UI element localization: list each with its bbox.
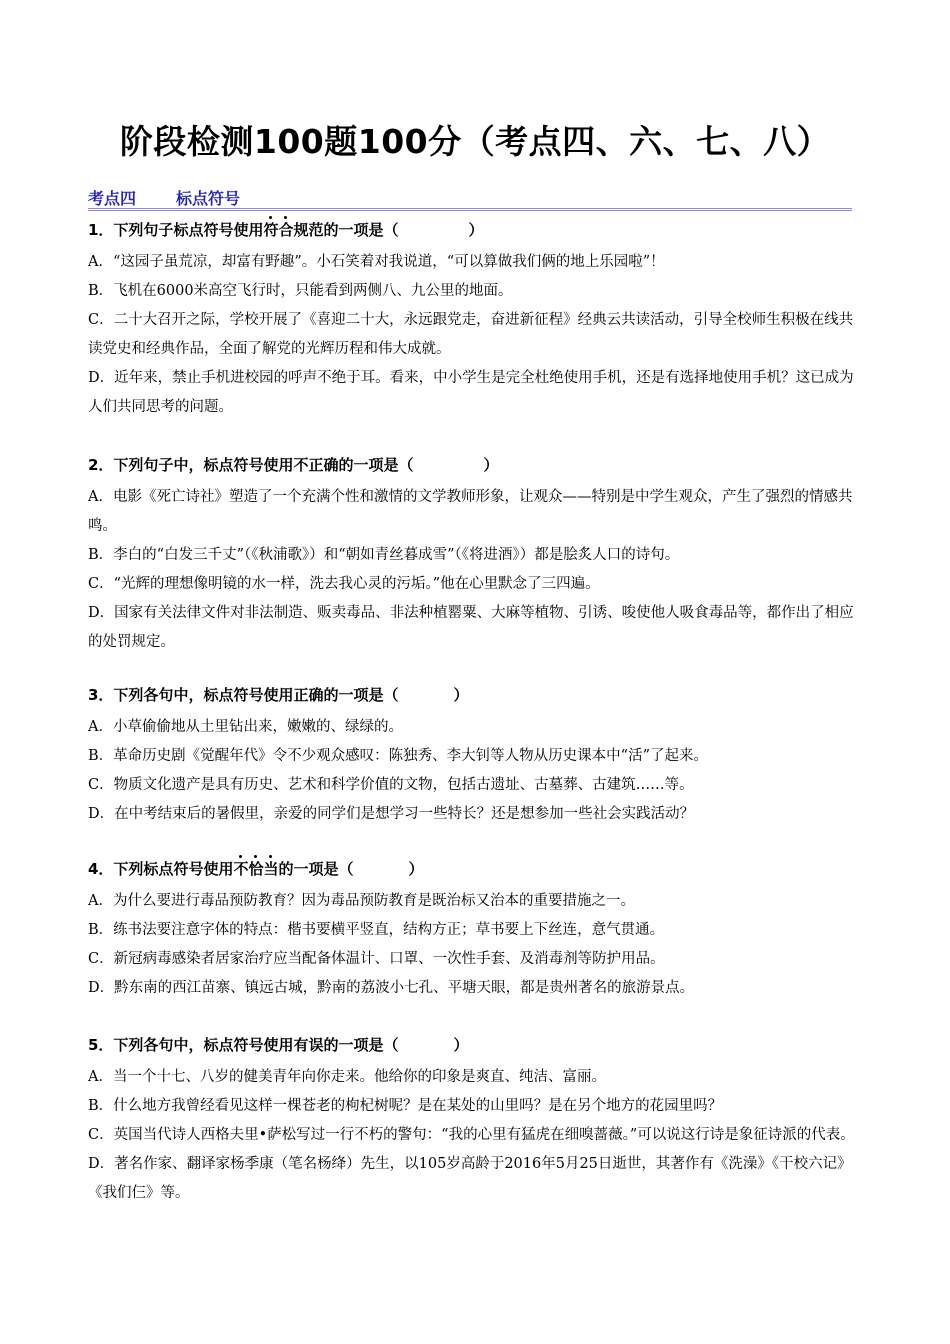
option-b: B．什么地方我曾经看见这样一棵苍老的枸杞树呢？是在某处的山里吗？是在另个地方的花园里吗？ — [88, 1098, 723, 1114]
question-stem: 1．下列句子标点符号使用符合规范的一项是（ ） — [88, 221, 484, 239]
option-b: B．飞机在6000米高空飞行时，只能看到两侧八、九公里的地面。 — [88, 283, 513, 299]
option-a: A．为什么要进行毒品预防教育？因为毒品预防教育是既治标又治本的重要措施之一。 — [88, 893, 635, 909]
option-c: C．新冠病毒感染者居家治疗应当配备体温计、口罩、一次性手套、及消毒剂等防护用品。 — [88, 951, 665, 967]
question-stem: 3．下列各句中，标点符号使用正确的一项是（ ） — [88, 686, 469, 704]
question-3 — [88, 685, 858, 829]
option-c: C．物质文化遗产是具有历史、艺术和科学价值的文物，包括古遗址、古墓葬、古建筑……等。 — [88, 777, 694, 793]
option-a: A．小草偷偷地从土里钻出来，嫩嫩的、绿绿的。 — [88, 719, 403, 735]
question-4 — [88, 859, 858, 1003]
option-b: B．练书法要注意字体的特点：楷书要横平竖直，结构方正；草书要上下丝连，意气贯通。 — [88, 922, 665, 938]
emphasis-char: 合 — [278, 221, 294, 239]
option-a: A．当一个十七、八岁的健美青年向你走来。他给你的印象是爽直、纯洁、富丽。 — [88, 1069, 606, 1085]
emphasis-char: 恰 — [248, 860, 264, 878]
question-5 — [88, 1035, 858, 1208]
option-d: D．著名作家、翻译家杨季康（笔名杨绛）先生，以105岁高龄于2016年5月25日逝世，其著作有《洗澡》《干校六记》《我们仨》等。 — [88, 1156, 852, 1201]
option-a: A．“这园子虽荒凉，却富有野趣”。小石笑着对我说道，“可以算做我们俩的地上乐园啦”！ — [88, 254, 665, 270]
question-1 — [88, 220, 858, 422]
section-name: 标点符号 — [176, 189, 241, 208]
option-b: B．李白的“白发三千丈”（《秋浦歌》）和“朝如青丝暮成雪”（《将进酒》）都是脍炙人口的诗句。 — [88, 547, 680, 563]
question-stem: 4．下列标点符号使用不恰当的一项是（ ） — [88, 860, 424, 878]
option-c: C．英国当代诗人西格夫里•萨松写过一行不朽的警句：“我的心里有猛虎在细嗅蔷薇。”可以说这行诗是象征诗派的代表。 — [88, 1127, 855, 1143]
option-b: B．革命历史剧《觉醒年代》令不少观众感叹：陈独秀、李大钊等人物从历史课本中“活”了起来。 — [88, 748, 708, 764]
question-stem: 2．下列句子中，标点符号使用不正确的一项是（ ） — [88, 456, 499, 474]
section-code: 考点四 — [88, 189, 137, 208]
option-d: D．在中考结束后的暑假里，亲爱的同学们是想学习一些特长？还是想参加一些社会实践活动？ — [88, 806, 695, 822]
section-header — [88, 186, 852, 211]
option-d: D．黔东南的西江苗寨、镇远古城，黔南的荔波小七孔、平塘天眼，都是贵州著名的旅游景点。 — [88, 980, 695, 996]
option-d: D．近年来，禁止手机进校园的呼声不绝于耳。看来，中小学生是完全杜绝使用手机，还是有选择地使用手机？这已成为人们共同思考的问题。 — [88, 370, 854, 415]
question-2 — [88, 455, 858, 657]
page-title: 阶段检测100题100分（考点四、六、七、八） — [119, 122, 831, 161]
emphasis-char: 当 — [263, 860, 279, 878]
option-d: D．国家有关法律文件对非法制造、贩卖毒品、非法种植罂粟、大麻等植物、引诱、唆使他人吸食毒品等，都作出了相应的处罚规定。 — [88, 605, 854, 650]
emphasis-char: 符 — [263, 221, 279, 239]
option-a: A．电影《死亡诗社》塑造了一个充满个性和激情的文学教师形象，让观众——特别是中学生观众，产生了强烈的情感共鸣。 — [88, 489, 853, 534]
option-c: C．“光辉的理想像明镜的水一样，洗去我心灵的污垢。”他在心里默念了三四遍。 — [88, 576, 600, 592]
option-c: C．二十大召开之际，学校开展了《喜迎二十大，永远跟党走，奋进新征程》经典云共读活动，引导全校师生积极在线共读党史和经典作品，全面了解党的光辉历程和伟大成就。 — [88, 312, 854, 357]
emphasis-char: 不 — [233, 860, 249, 878]
question-stem: 5．下列各句中，标点符号使用有误的一项是（ ） — [88, 1036, 469, 1054]
